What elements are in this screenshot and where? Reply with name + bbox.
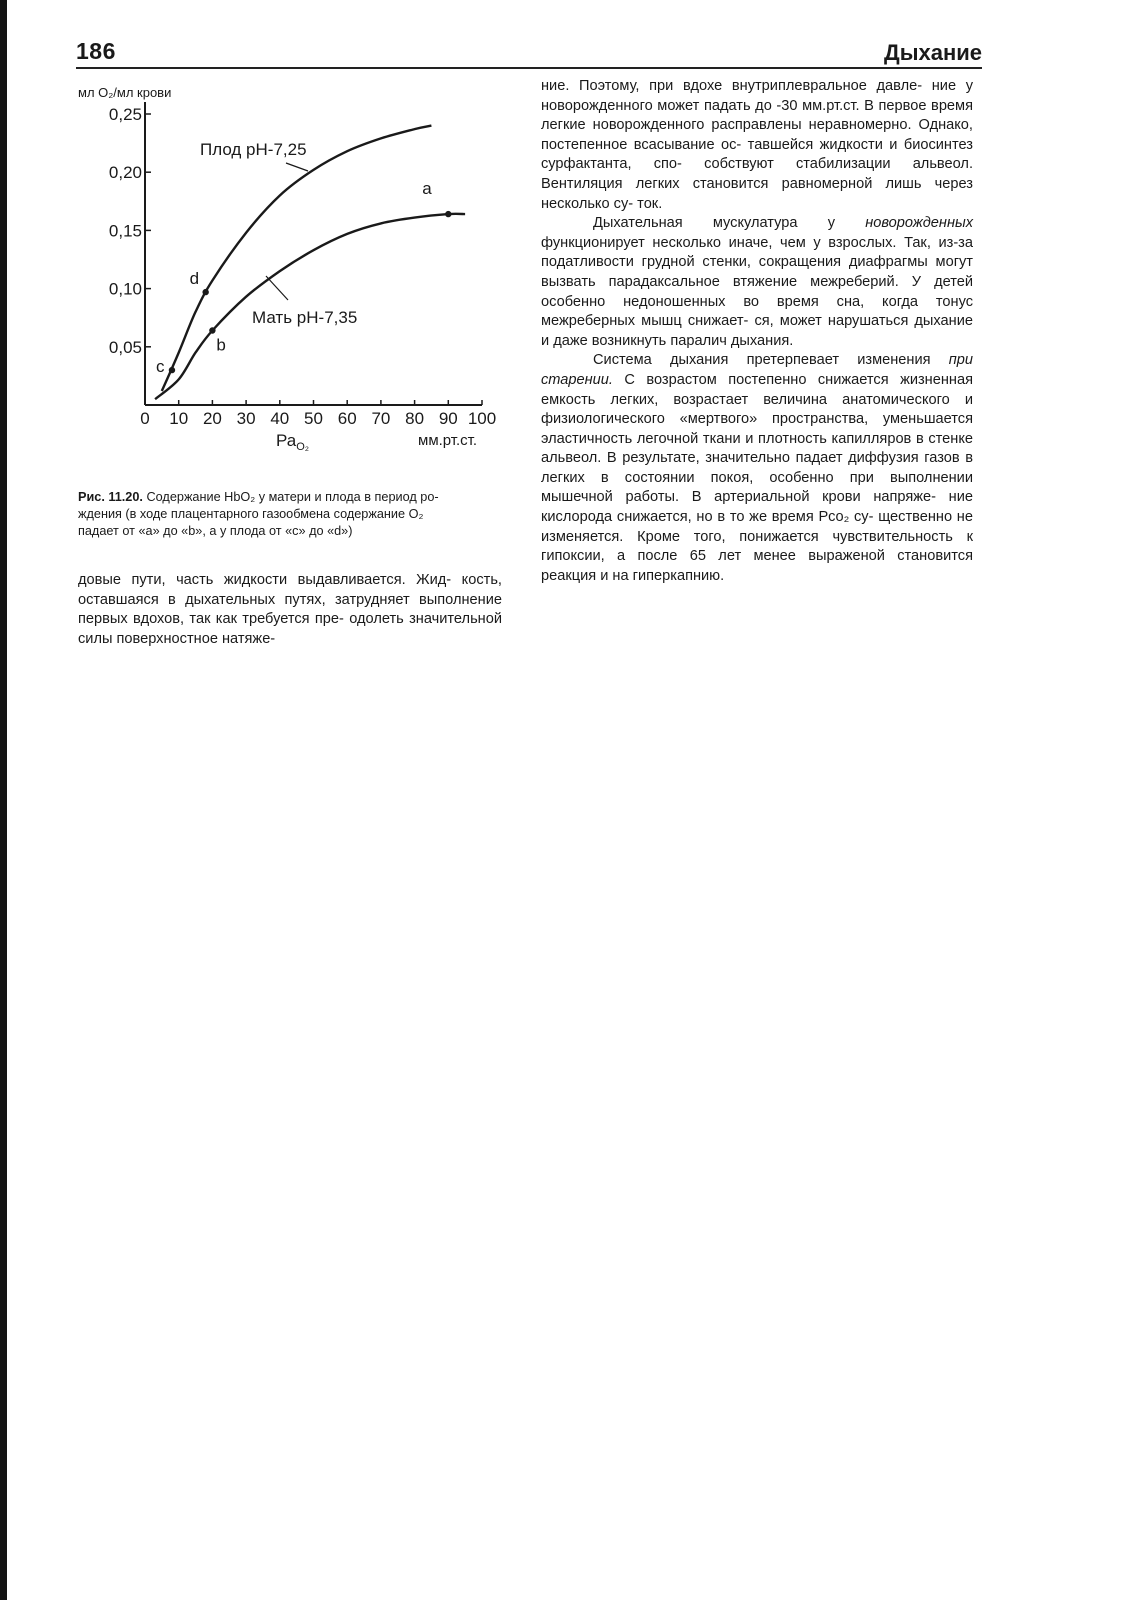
scan-edge-shadow [0, 0, 7, 1600]
text-line: анатомического и физиологического «мертвого» [541, 391, 973, 428]
point-label-d: d [189, 269, 200, 289]
caption-line: ждения (в ходе плацентарного газообмена содержание O₂ [78, 507, 424, 521]
x-tick-label: 80 [405, 409, 425, 428]
text-line: пространства, уменьшается эластичность легочной [541, 411, 974, 447]
oxygen-content-chart [76, 80, 516, 480]
text-line: ткани и плотность капилляров в стенке альвеол. В [541, 430, 974, 467]
text-line: становится равномерной лишь через несколько су- [541, 175, 973, 212]
left-column-text [78, 571, 502, 649]
header-rule [76, 67, 982, 69]
x-tick-label: 40 [270, 409, 290, 428]
x-axis-label-sub: O₂ [296, 441, 310, 453]
curves [155, 126, 465, 400]
text-line: неравномерно. Однако, постепенное всасывание ос- [541, 117, 973, 153]
figure [76, 80, 516, 480]
x-tick-label: 70 [371, 409, 391, 428]
point-marker-c [169, 367, 175, 373]
mother-curve [155, 214, 465, 399]
mother-leader-line [266, 276, 288, 300]
x-axis-label-main: Ра [276, 431, 297, 450]
text-line: одолеть значительной силы поверхностное натяже- [78, 611, 502, 647]
text-line: щественно не изменяется. Кроме того, понижается [541, 509, 973, 545]
text-line: Дыхательная мускулатура у [593, 215, 836, 232]
paragraph [541, 214, 973, 351]
x-axis-unit: мм.рт.ст. [418, 432, 478, 449]
x-tick-label: 10 [169, 409, 189, 428]
text-line: Так, из-за податливости грудной стенки, сокращения [541, 234, 973, 271]
point-label-a: a [422, 179, 432, 199]
y-axis-label: мл О₂/мл крови [78, 85, 172, 100]
y-tick-label: 0,20 [108, 163, 142, 183]
x-tick-label: 100 [467, 409, 497, 428]
caption-line: Содержание HbO₂ у матери и плода в период ро- [146, 490, 439, 504]
point-marker-a [445, 211, 451, 217]
x-tick-label: 90 [438, 409, 458, 428]
text-line: ние у новорожденного может падать до -30 мм.рт.ст. [541, 78, 974, 114]
point-marker-b [209, 327, 215, 333]
mother-curve-label: Мать pH-7,35 [252, 308, 358, 327]
text-line: выполнение первых вдохов, так как требуется пре- [78, 591, 502, 628]
caption-number: Рис. 11.20. [78, 490, 143, 504]
fetus-curve [162, 126, 432, 391]
y-tick-label: 0,05 [108, 337, 142, 357]
text-line: довые пути, часть жидкости выдавливается. Жид- [78, 572, 452, 588]
point-label-b: b [216, 335, 226, 355]
italic-term: при старении. [541, 352, 973, 388]
text-line: результате, значительно падает диффузия газов в [622, 450, 973, 467]
fetus-leader-line [286, 163, 308, 171]
text-line: межреберий. У детей особенно недоношенных во [541, 273, 973, 310]
x-tick-label: 0 [140, 409, 150, 428]
page-number: 186 [76, 38, 116, 64]
x-tick-label: 30 [236, 409, 256, 428]
fetus-curve-label: Плод pH-7,25 [200, 140, 307, 159]
running-head: Дыхание [884, 40, 982, 65]
text-line: ние. Поэтому, при вдохе внутриплевральное давле- [541, 78, 923, 94]
point-label-c: c [155, 357, 165, 377]
x-tick-label: 50 [304, 409, 323, 428]
text-line: диафрагмы могут вызвать парадаксальное втяжение [541, 254, 973, 290]
text-line: ток. [637, 195, 663, 212]
x-tick-label: 60 [337, 409, 357, 428]
italic-term: новорожденных [865, 215, 974, 232]
text-line: Система дыхания претерпевает изменения [593, 352, 931, 369]
paragraph [541, 77, 973, 214]
y-tick-label: 0,10 [108, 279, 142, 299]
text-line: чувствительность к гипоксии, а после 65 лет менее [541, 528, 973, 565]
text-line: С возрастом постепенно снижается [624, 371, 889, 388]
y-tick-label: 0,15 [108, 221, 142, 241]
text-line: жизненная емкость легких, возрастает величина [541, 371, 973, 408]
text-line: ние кислорода снижается, но в то же время Рco₂ су- [541, 489, 973, 526]
point-marker-d [202, 289, 208, 295]
caption-line: падает от «а» до «b», а у плода от «с» до «d») [78, 524, 353, 538]
text-line: собствуют стабилизации альвеол. Вентиляция легких [541, 156, 973, 192]
text-line: кость, оставшаяся в дыхательных путях, затрудняет [78, 572, 502, 608]
y-tick-label: 0,25 [108, 105, 142, 124]
text-line: ся, может нарушаться дыхание и даже возникнуть [541, 313, 973, 349]
text-line: мышечной работы. В артериальной крови напряже- [541, 489, 936, 506]
text-line: тавшейся жидкости и биосинтез сурфактанта, спо- [541, 136, 973, 173]
text-line: выраженой становится реакция и на гиперкапнию. [541, 548, 973, 584]
paragraph [78, 571, 502, 649]
right-column-text [541, 77, 973, 586]
text-line: время сна, когда тонус межреберных мышц снижает- [541, 293, 973, 330]
text-line: функционирует несколько иначе, чем у взрослых. [541, 234, 897, 251]
text-line: паралич дыхания. [670, 332, 794, 349]
paragraph [541, 351, 973, 586]
figure-caption [78, 489, 518, 540]
text-line: легких в состоянии покоя, особенно при выполнении [541, 469, 973, 486]
text-line: В первое время легкие новорожденного расправлены [541, 97, 973, 134]
x-tick-label: 20 [202, 409, 222, 428]
x-axis-label [276, 431, 309, 453]
